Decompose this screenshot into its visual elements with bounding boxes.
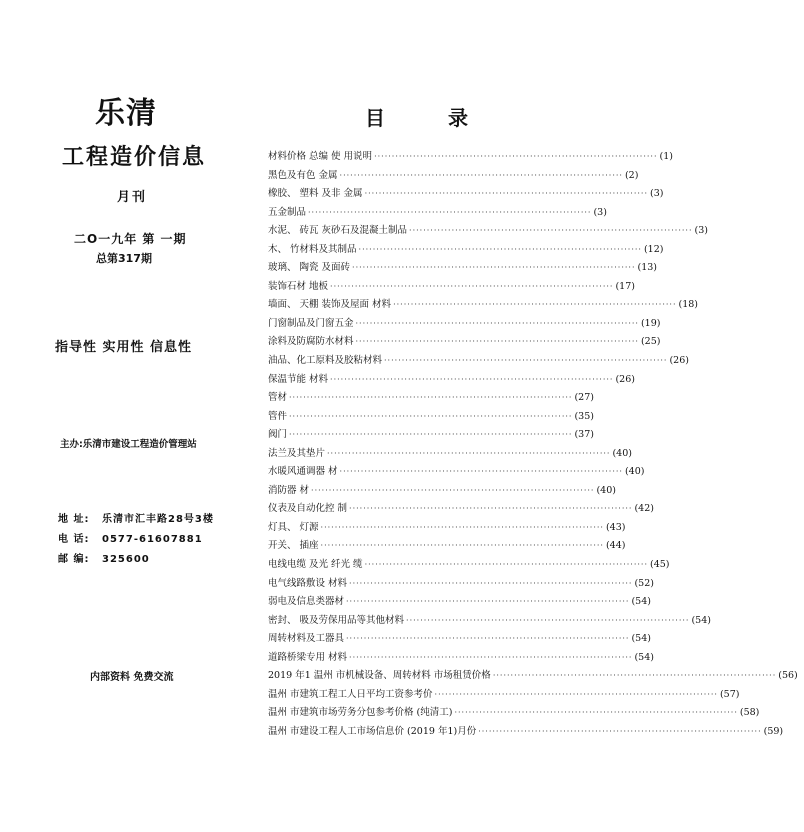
address-label: 地 址:: [58, 514, 90, 525]
toc-entry-label: 开关、 插座: [268, 540, 319, 552]
toc-entry-label: 温州 市建筑工程工人日平均工资参考价: [268, 688, 433, 700]
toc-entry: [268, 389, 594, 408]
toc-entry-page: (45): [650, 559, 670, 571]
toc-entry-page: (25): [640, 336, 661, 348]
toc-entry-label: 五金制品: [268, 206, 307, 218]
phone-line: [58, 530, 203, 545]
toc-leader-dots: ················································································: [320, 541, 604, 551]
toc-entry-page: (35): [574, 410, 594, 422]
toc-entry: [268, 649, 654, 668]
toc-entry-page: (52): [634, 577, 654, 589]
phone-label: 电 话:: [58, 534, 90, 545]
toc-entry-label: 温州 市建设工程人工市场信息价 (2019 年1)月份: [268, 725, 477, 737]
toc-entry-label: 温州 市建筑市场劳务分包参考价格 (纯清工): [268, 707, 453, 719]
address-line: [58, 510, 214, 525]
toc-leader-dots: ················································································: [311, 485, 595, 495]
toc-entry-page: (57): [719, 688, 740, 700]
toc-leader-dots: ················································································: [349, 652, 633, 662]
toc-leader-dots: ················································································: [339, 467, 623, 477]
postcode-line: [58, 550, 150, 565]
toc-entry-page: (56): [778, 670, 798, 682]
toc-entry: [268, 704, 760, 723]
toc-list: [268, 148, 798, 742]
toc-entry-page: (43): [605, 521, 626, 533]
toc-leader-dots: ················································································: [364, 189, 648, 199]
toc-entry-label: 法兰及其垫片: [268, 447, 326, 459]
toc-leader-dots: ················································································: [406, 615, 690, 625]
toc-entry-page: (40): [596, 484, 616, 496]
toc-leader-dots: ················································································: [478, 726, 762, 736]
toc-entry-page: (54): [634, 651, 654, 663]
toc-entry-label: 消防器 材: [268, 484, 310, 496]
toc-entry: [268, 482, 616, 501]
postcode-value: 325600: [102, 554, 150, 565]
toc-entry-label: 电气线路敷设 材料: [268, 577, 348, 589]
toc-entry: [268, 575, 654, 594]
toc-leader-dots: ················································································: [320, 522, 604, 532]
toc-entry-label: 密封、 吸及劳保用品等其他材料: [268, 614, 405, 626]
toc-entry: [268, 445, 632, 464]
total-issue-label: 总第317期: [96, 252, 152, 265]
toc-entry: [268, 278, 635, 297]
toc-leader-dots: ················································································: [349, 504, 633, 514]
toc-entry: [268, 667, 798, 686]
toc-entry: [268, 593, 651, 612]
toc-entry-page: (54): [631, 596, 651, 608]
toc-entry: [268, 241, 664, 260]
toc-entry-page: (54): [631, 633, 651, 645]
toc-entry-page: (58): [739, 707, 760, 719]
publication-title: 工程造价信息: [62, 145, 207, 170]
toc-entry-page: (44): [605, 540, 626, 552]
toc-entry: [268, 612, 711, 631]
toc-leader-dots: ················································································: [393, 300, 677, 310]
toc-entry: [268, 167, 639, 186]
toc-entry: [268, 259, 657, 278]
toc-title: 目 录: [365, 106, 496, 130]
issue-label: 二O一九年 第 一期: [74, 232, 187, 246]
toc-entry-label: 墙面、 天棚 装饰及屋面 材料: [268, 299, 392, 311]
toc-entry-label: 门窗制品及门窗五金: [268, 317, 354, 329]
toc-entry: [268, 426, 594, 445]
toc-entry-page: (54): [691, 614, 711, 626]
toc-entry: [268, 537, 626, 556]
toc-entry-label: 仪表及自动化控 制: [268, 503, 348, 515]
toc-entry: [268, 371, 635, 390]
toc-leader-dots: ················································································: [355, 337, 639, 347]
toc-leader-dots: ················································································: [355, 318, 639, 328]
toc-entry-label: 材料价格 总编 使 用说明: [268, 151, 373, 162]
toc-entry: [268, 204, 607, 223]
toc-leader-dots: ················································································: [358, 244, 642, 254]
toc-entry: [268, 222, 708, 241]
toc-entry-page: (40): [612, 447, 632, 459]
sponsor-line: 主办:乐清市建设工程造价管理站: [60, 439, 197, 450]
toc-leader-dots: ················································································: [327, 448, 611, 458]
toc-entry-label: 木、 竹材料及其制品: [268, 243, 357, 255]
toc-entry-label: 弱电及信息类器材: [268, 596, 345, 608]
toc-entry-page: (1): [659, 151, 673, 162]
toc-leader-dots: ················································································: [384, 356, 668, 366]
toc-entry: [268, 500, 654, 519]
toc-leader-dots: ················································································: [346, 597, 630, 607]
toc-entry-label: 涂料及防腐防水材料: [268, 336, 354, 348]
toc-entry-page: (19): [640, 317, 661, 329]
toc-entry: [268, 296, 699, 315]
toc-entry-label: 灯具、 灯源: [268, 521, 319, 533]
toc-entry-label: 周转材料及工器具: [268, 633, 345, 645]
toc-leader-dots: ················································································: [364, 560, 648, 570]
toc-leader-dots: ················································································: [492, 671, 777, 681]
toc-entry-page: (26): [669, 355, 689, 367]
toc-entry-label: 电线电缆 及光 纤光 缆: [268, 559, 363, 571]
toc-entry: [268, 352, 689, 371]
toc-entry-page: (40): [624, 466, 645, 478]
toc-entry: [268, 686, 740, 705]
toc-entry-label: 水暖风通调器 材: [268, 466, 338, 478]
toc-entry: [268, 333, 661, 352]
toc-entry: [268, 315, 661, 334]
toc-entry-page: (17): [615, 280, 635, 292]
toc-entry-page: (26): [615, 373, 635, 385]
toc-leader-dots: ················································································: [454, 708, 738, 718]
motto: 指导性 实用性 信息性: [55, 340, 193, 355]
toc-entry-label: 保温节能 材料: [268, 373, 329, 385]
toc-entry-label: 黑色及有色 金属: [268, 169, 338, 181]
toc-entry: [268, 148, 673, 167]
toc-leader-dots: ················································································: [352, 263, 636, 273]
toc-entry-label: 油品、化工原料及胶粘材料: [268, 355, 383, 367]
toc-leader-dots: ················································································: [289, 430, 573, 440]
frequency-label: 月刊: [117, 190, 148, 205]
toc-entry-page: (3): [593, 206, 607, 218]
toc-leader-dots: ················································································: [308, 207, 592, 217]
toc-entry: [268, 556, 670, 575]
toc-entry: [268, 408, 594, 427]
toc-leader-dots: ················································································: [330, 281, 614, 291]
toc-entry-page: (42): [634, 503, 654, 515]
toc-entry-label: 玻璃、 陶瓷 及面砖: [268, 262, 351, 274]
toc-entry-label: 水泥、 砖瓦 灰砂石及混凝土制品: [268, 225, 408, 237]
toc-entry: [268, 463, 645, 482]
toc-leader-dots: ················································································: [289, 393, 573, 403]
toc-leader-dots: ················································································: [289, 411, 573, 421]
toc-entry-page: (37): [574, 429, 594, 441]
toc-entry-label: 道路桥梁专用 材料: [268, 651, 348, 663]
toc-entry: [268, 630, 651, 649]
toc-entry-page: (3): [650, 188, 664, 200]
phone-value: 0577-61607881: [102, 534, 203, 545]
toc-entry-page: (27): [574, 392, 594, 404]
toc-entry-label: 装饰石材 地板: [268, 280, 329, 292]
toc-entry-page: (2): [624, 169, 639, 181]
toc-entry-label: 2019 年1 温州 市机械设备、周转材料 市场租赁价格: [268, 670, 491, 682]
toc-leader-dots: ················································································: [349, 578, 633, 588]
toc-entry-label: 管材: [268, 392, 288, 404]
toc-leader-dots: ················································································: [346, 634, 630, 644]
postcode-label: 邮 编:: [58, 554, 90, 565]
toc-leader-dots: ················································································: [409, 226, 693, 236]
toc-entry-page: (59): [763, 725, 784, 737]
toc-entry-page: (12): [643, 243, 664, 255]
toc-leader-dots: ················································································: [330, 374, 614, 384]
toc-leader-dots: ················································································: [434, 689, 718, 699]
toc-entry-page: (3): [694, 225, 708, 237]
toc-entry-page: (18): [678, 299, 699, 311]
toc-entry: [268, 185, 664, 204]
toc-entry-label: 阀门: [268, 429, 288, 441]
toc-entry-page: (13): [637, 262, 657, 274]
toc-entry: [268, 519, 626, 538]
toc-leader-dots: ················································································: [339, 170, 623, 180]
distribution-note: 内部资料 免费交流: [90, 672, 174, 683]
toc-entry: [268, 723, 784, 742]
toc-leader-dots: ················································································: [374, 152, 658, 161]
toc-entry-label: 橡胶、 塑料 及非 金属: [268, 188, 363, 200]
toc-entry-label: 管件: [268, 410, 288, 422]
brand-title: 乐清: [95, 96, 157, 131]
address-value: 乐清市汇丰路28号3楼: [102, 514, 214, 525]
